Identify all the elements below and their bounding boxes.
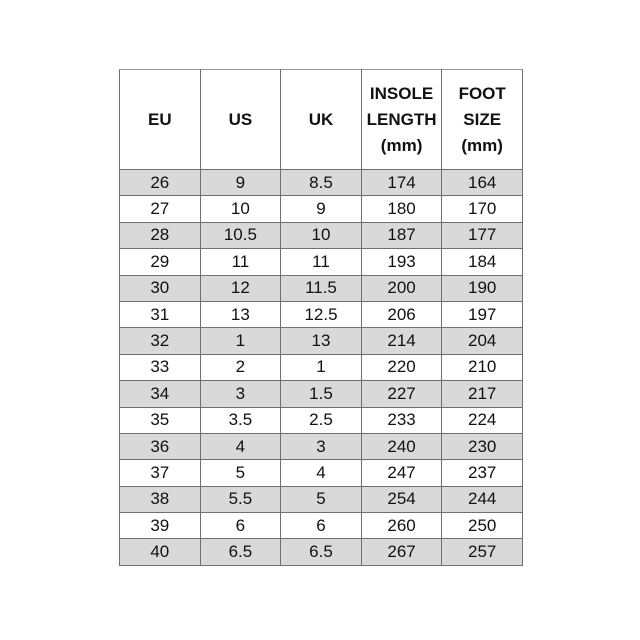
cell-foot-size: 170 (442, 196, 523, 222)
cell-eu: 30 (120, 275, 201, 301)
cell-eu: 28 (120, 222, 201, 248)
cell-foot-size: 244 (442, 486, 523, 512)
cell-insole-length: 267 (361, 539, 442, 565)
cell-us: 9 (200, 170, 281, 196)
cell-uk: 8.5 (281, 170, 362, 196)
cell-foot-size: 237 (442, 460, 523, 486)
cell-insole-length: 193 (361, 249, 442, 275)
cell-uk: 5 (281, 486, 362, 512)
table-row (120, 222, 523, 248)
cell-foot-size: 230 (442, 433, 523, 459)
cell-uk: 11.5 (281, 275, 362, 301)
header-uk (281, 70, 362, 170)
cell-insole-length: 174 (361, 170, 442, 196)
cell-us: 10.5 (200, 222, 281, 248)
cell-foot-size: 164 (442, 170, 523, 196)
cell-foot-size: 250 (442, 513, 523, 539)
cell-uk: 1 (281, 354, 362, 380)
table-row (120, 354, 523, 380)
table-row (120, 486, 523, 512)
cell-eu: 37 (120, 460, 201, 486)
cell-us: 6.5 (200, 539, 281, 565)
header-us (200, 70, 281, 170)
table-row (120, 513, 523, 539)
cell-us: 5.5 (200, 486, 281, 512)
table-row (120, 275, 523, 301)
cell-foot-size: 204 (442, 328, 523, 354)
table-row (120, 381, 523, 407)
header-eu (120, 70, 201, 170)
cell-uk: 4 (281, 460, 362, 486)
cell-us: 4 (200, 433, 281, 459)
cell-uk: 11 (281, 249, 362, 275)
cell-insole-length: 254 (361, 486, 442, 512)
header-foot-line-2: SIZE (463, 109, 502, 129)
size-chart-table (119, 69, 523, 566)
cell-eu: 27 (120, 196, 201, 222)
header-insole-line-2: LENGTH (366, 109, 437, 129)
cell-uk: 1.5 (281, 381, 362, 407)
header-foot-size (442, 70, 523, 170)
cell-insole-length: 180 (361, 196, 442, 222)
cell-uk: 9 (281, 196, 362, 222)
cell-eu: 29 (120, 249, 201, 275)
cell-us: 10 (200, 196, 281, 222)
header-foot-line-1: FOOT (458, 83, 506, 103)
cell-insole-length: 247 (361, 460, 442, 486)
cell-insole-length: 220 (361, 354, 442, 380)
table-row (120, 196, 523, 222)
cell-us: 3.5 (200, 407, 281, 433)
header-uk-label: UK (308, 109, 334, 129)
table-row (120, 539, 523, 565)
table-header (120, 70, 523, 170)
cell-foot-size: 177 (442, 222, 523, 248)
cell-eu: 40 (120, 539, 201, 565)
cell-insole-length: 214 (361, 328, 442, 354)
cell-uk: 6.5 (281, 539, 362, 565)
cell-us: 3 (200, 381, 281, 407)
cell-insole-length: 227 (361, 381, 442, 407)
cell-eu: 33 (120, 354, 201, 380)
cell-uk: 10 (281, 222, 362, 248)
cell-us: 1 (200, 328, 281, 354)
cell-eu: 39 (120, 513, 201, 539)
cell-eu: 38 (120, 486, 201, 512)
cell-foot-size: 217 (442, 381, 523, 407)
table-row (120, 301, 523, 327)
cell-us: 13 (200, 301, 281, 327)
cell-insole-length: 200 (361, 275, 442, 301)
table-body (120, 170, 523, 566)
cell-insole-length: 260 (361, 513, 442, 539)
cell-eu: 36 (120, 433, 201, 459)
table-row (120, 407, 523, 433)
table-row (120, 460, 523, 486)
cell-insole-length: 187 (361, 222, 442, 248)
header-us-label: US (228, 109, 253, 129)
header-insole-length (361, 70, 442, 170)
header-eu-label: EU (147, 109, 172, 129)
header-foot-line-3: (mm) (461, 135, 503, 155)
cell-uk: 2.5 (281, 407, 362, 433)
cell-eu: 32 (120, 328, 201, 354)
cell-foot-size: 184 (442, 249, 523, 275)
header-insole-line-1: INSOLE (369, 83, 434, 103)
cell-us: 2 (200, 354, 281, 380)
cell-uk: 13 (281, 328, 362, 354)
cell-eu: 26 (120, 170, 201, 196)
cell-uk: 3 (281, 433, 362, 459)
cell-foot-size: 257 (442, 539, 523, 565)
cell-foot-size: 190 (442, 275, 523, 301)
table-row (120, 328, 523, 354)
cell-eu: 34 (120, 381, 201, 407)
cell-insole-length: 233 (361, 407, 442, 433)
cell-foot-size: 197 (442, 301, 523, 327)
cell-insole-length: 240 (361, 433, 442, 459)
cell-eu: 35 (120, 407, 201, 433)
cell-insole-length: 206 (361, 301, 442, 327)
cell-foot-size: 224 (442, 407, 523, 433)
cell-us: 12 (200, 275, 281, 301)
cell-us: 5 (200, 460, 281, 486)
cell-eu: 31 (120, 301, 201, 327)
cell-uk: 12.5 (281, 301, 362, 327)
header-insole-line-3: (mm) (380, 135, 423, 155)
table-row (120, 433, 523, 459)
cell-us: 11 (200, 249, 281, 275)
table-row (120, 170, 523, 196)
header-row (120, 70, 523, 170)
cell-foot-size: 210 (442, 354, 523, 380)
cell-us: 6 (200, 513, 281, 539)
table-row (120, 249, 523, 275)
cell-uk: 6 (281, 513, 362, 539)
